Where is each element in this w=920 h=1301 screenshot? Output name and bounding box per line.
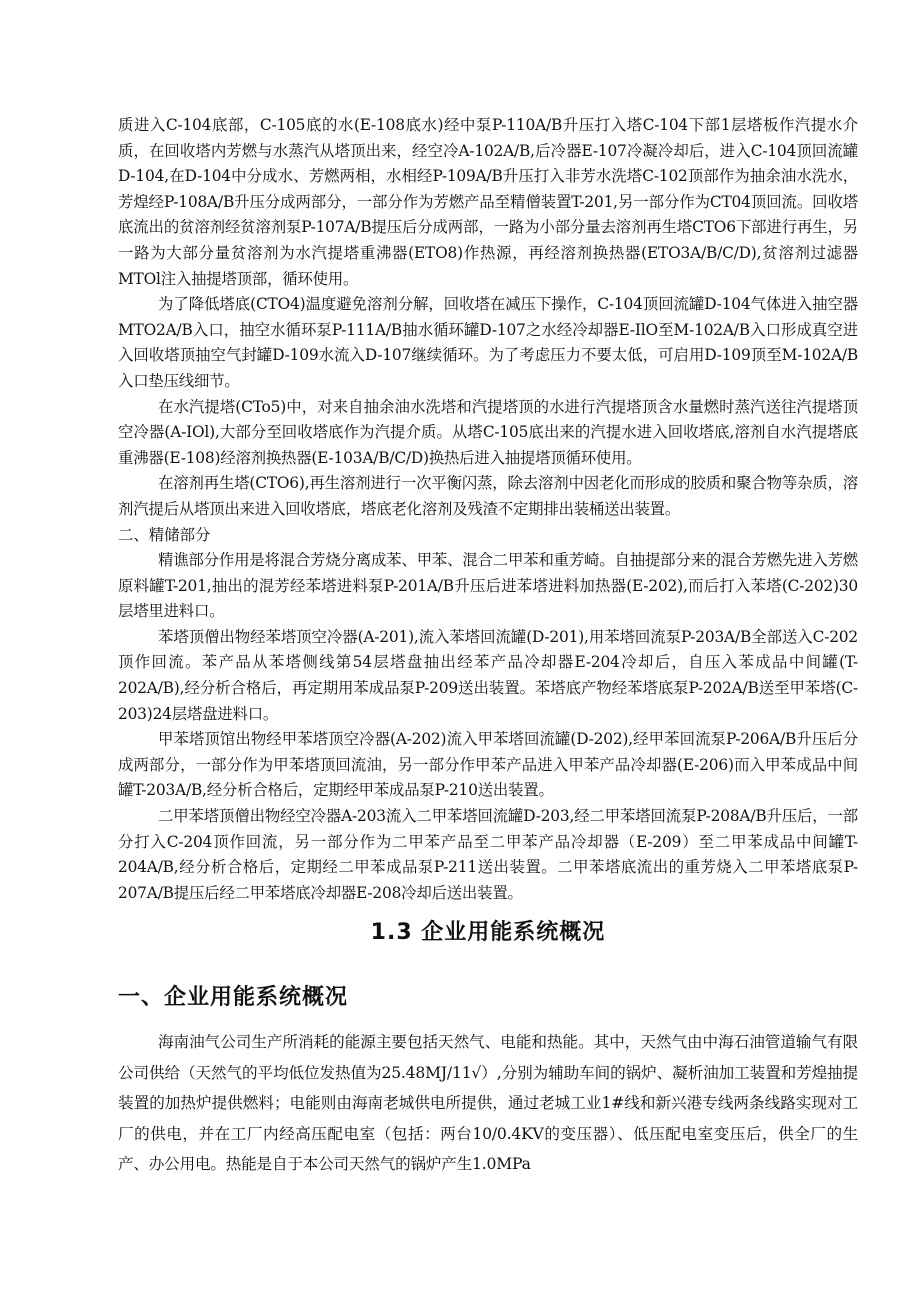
paragraph-xylene-tower: 二甲苯塔顶僧出物经空冷器A-203流入二甲苯塔回流罐D-203,经二甲苯塔回流泵P-208A/B升压后，一部分打入C-204顶作回流，另一部分作为二甲苯产品至二甲苯产品冷却器（E-209）至二甲苯成品中间罐T-204A/B,经分析合格后，定期经二甲苯成品泵P-211送出装置。二甲苯塔底流出的重芳烧入二甲苯塔底泵P-207A/B提压后经二甲苯塔底冷却器E-208冷却后送出装置。 xyxy=(118,807,858,902)
paragraph-solvent-regenerator: 在溶剂再生塔(CTO6),再生溶剂进行一次平衡闪蒸，除去溶剂中因老化而形成的胶质和聚合物等杂质，溶剂汽提后从塔顶出来进入回收塔底，塔底老化溶剂及残渣不定期排出装桶送出装置。 xyxy=(118,474,858,518)
document-body xyxy=(118,113,858,1180)
paragraph-extraction-recovery: 质进入C-104底部，C-105底的水(E-108底水)经中泵P-110A/B升压打入塔C-104下部1层塔板作汽提水介质，在回收塔内芳燃与水蒸汽从塔顶出来，经空冷A-102A/B,后冷器E-107冷凝冷却后，进入C-104顶回流罐D-104,在D-104中分成水、芳燃两相，水相经P-109A/B升压打入非芳水洗塔C-102顶部作为抽余油水洗水，芳煌经P-108A/B升压分成两部分，一部分作为芳燃产品至精僧装置T-201,另一部分作为CT04顶回流。回收塔底流出的贫溶剂经贫溶剂泵P-107A/B提压后分成两部，一路为小部分量去溶剂再生塔CTO6下部进行再生，另一路为大部分量贫溶剂为水汽提塔重沸器(ETO8)作热源，再经溶剂换热器(ETO3A/B/C/D),贫溶剂过滤器MTOl注入抽提塔顶部，循环使用。 xyxy=(118,116,858,288)
paragraph-fractionation-intro: 精谯部分作用是将混合芳烧分离成苯、甲苯、混合二甲苯和重芳崎。自抽提部分来的混合芳燃先进入芳燃原料罐T-201,抽出的混芳经苯塔进料泵P-201A/B升压后进苯塔进料加热器(E-202),而后打入苯塔(C-202)30层塔里进料口。 xyxy=(118,551,858,621)
section-1-3-title: 1.3 企业用能系统概况 xyxy=(370,920,606,946)
paragraph-water-stripper: 在水汽提塔(CTo5)中，对来自抽余油水洗塔和汽提塔顶的水进行汽提塔顶含水量燃时蒸汽送往汽提塔顶空冷器(A-IOl),大部分至回收塔底作为汽提介质。从塔C-105底出来的汽提水进入回收塔底,溶剂自水汽提塔底重沸器(E-108)经溶剂换热器(E-103A/B/C/D)换热后进入抽提塔顶循环使用。 xyxy=(118,397,858,467)
section-two-heading: 二、精储部分 xyxy=(118,525,211,544)
paragraph-energy-system: 海南油气公司生产所消耗的能源主要包括天然气、电能和热能。其中，天然气由中海石油管道输气有限公司供给（天然气的平均低位发热值为25.48MJ/11√）,分别为辅助车间的锅炉、凝析油加工装置和芳煌抽提装置的加热炉提供燃料；电能则由海南老城供电所提供，通过老城工业1#线和新兴港专线两条线路实现对工厂的供电，并在工厂内经高压配电室（包括：两台10/0.4KV的变压器）、低压配电室变压后，供全厂的生产、办公用电。热能是自于本公司天然气的锅炉产生1.0MPa xyxy=(118,1033,858,1174)
paragraph-toluene-tower: 甲苯塔顶馆出物经甲苯塔顶空冷器(A-202)流入甲苯塔回流罐(D-202),经甲苯回流泵P-206A/B升压后分成两部分，一部分作为甲苯塔顶回流油，另一部分作甲苯产品进入甲苯产品冷却器(E-206)而入甲苯成品中间罐T-203A/B,经分析合格后，定期经甲苯成品泵P-210送出装置。 xyxy=(118,730,858,800)
paragraph-benzene-tower: 苯塔顶僧出物经苯塔顶空冷器(A-201),流入苯塔回流罐(D-201),用苯塔回流泵P-203A/B全部送入C-202顶作回流。苯产品从苯塔侧线第54层塔盘抽出经苯产品冷却器E-204冷却后，自压入苯成品中间罐(T-202A/B),经分析合格后，再定期用苯成品泵P-209送出装置。苯塔底产物经苯塔底泵P-202A/B送至甲苯塔(C-203)24层塔盘进料口。 xyxy=(118,627,858,723)
paragraph-vacuum-operation: 为了降低塔底(CTO4)温度避免溶剂分解，回收塔在减压下操作，C-104顶回流罐D-104气体进入抽空器MTO2A/B入口，抽空水循环泵P-111A/B抽水循环罐D-107之水经冷却器E-IlO至M-102A/B入口形成真空进入回收塔顶抽空气封罐D-109水流入D-107继续循环。为了考虑压力不要太低，可启用D-109顶至M-102A/B入口垫压线细节。 xyxy=(118,295,858,390)
subsection-one-title: 一、企业用能系统概况 xyxy=(118,985,349,1011)
